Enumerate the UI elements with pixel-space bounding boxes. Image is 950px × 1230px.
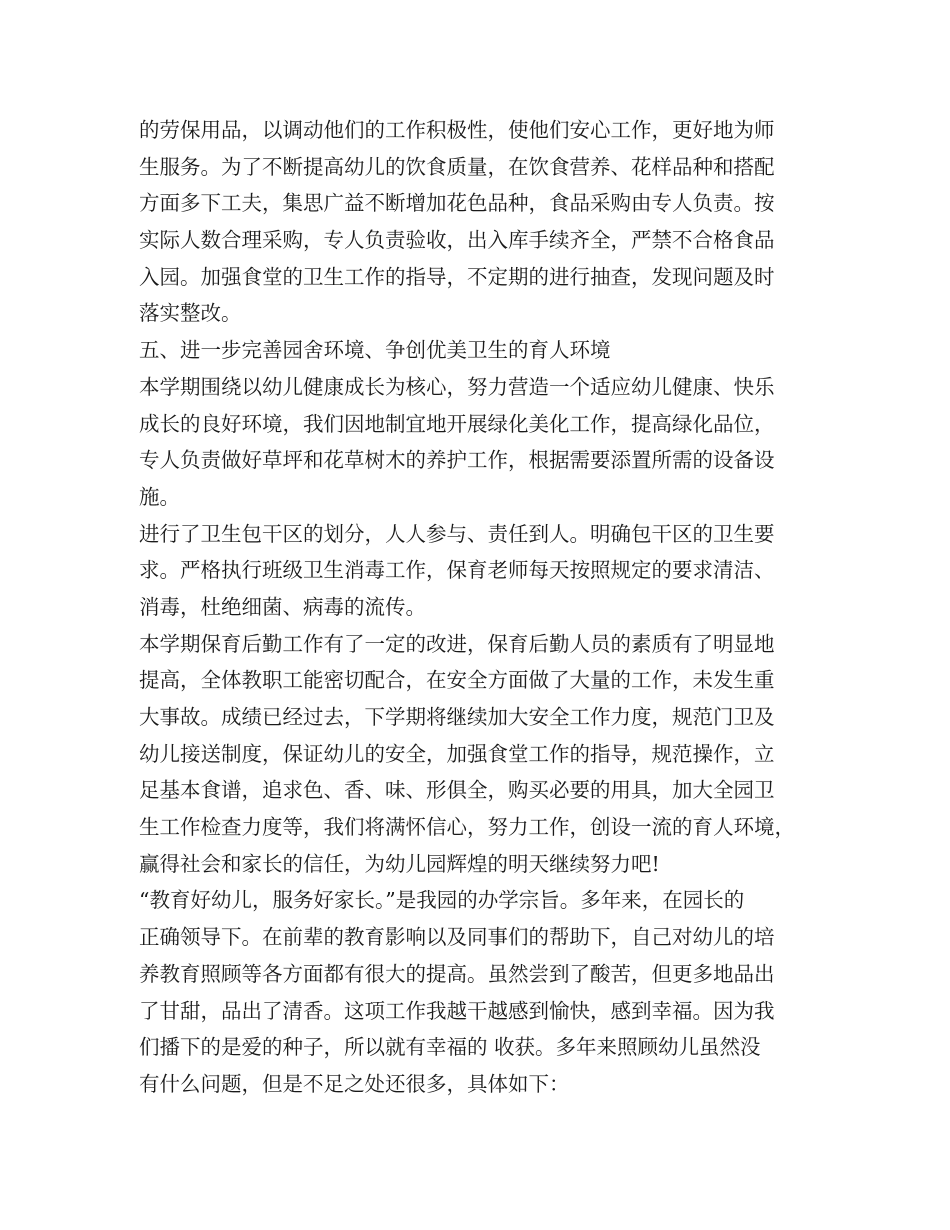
text-line: 成长的良好环境，我们因地制宜地开展绿化美化工作，提高绿化品位， bbox=[139, 411, 775, 436]
text-line: 提高，全体教职工能密切配合，在安全方面做了大量的工作，未发生重 bbox=[139, 668, 775, 693]
text-line: 们播下的是爱的种子，所以就有幸福的 收获。多年来照顾幼儿虽然没 bbox=[139, 1035, 761, 1060]
text-line: 的劳保用品，以调动他们的工作积极性，使他们安心工作，更好地为师 bbox=[139, 118, 775, 142]
text-line: 求。严格执行班级卫生消毒工作，保育老师每天按照规定的要求清洁、 bbox=[139, 558, 775, 583]
text-line: 专人负责做好草坪和花草树木的养护工作，根据需要添置所需的设备设 bbox=[139, 448, 775, 473]
text-line: 正确领导下。在前辈的教育影响以及同事们的帮助下，自己对幼儿的培 bbox=[139, 925, 775, 950]
text-line: 入园。加强食堂的卫生工作的指导，不定期的进行抽查，发现问题及时 bbox=[139, 264, 775, 289]
text-line: 足基本食谱，追求色、香、味、形俱全，购买必要的用具，加大全园卫 bbox=[139, 778, 775, 803]
text-line: “教育好幼儿，服务好家长。”是我园的办学宗旨。多年来，在园长的 bbox=[139, 888, 745, 913]
text-line: 大事故。成绩已经过去，下学期将继续加大安全工作力度，规范门卫及 bbox=[139, 705, 775, 729]
text-line: 落实整改。 bbox=[139, 301, 242, 326]
text-line: 有什么问题，但是不足之处还很多，具体如下： bbox=[139, 1071, 570, 1096]
text-line: 赢得社会和家长的信任，为幼儿园辉煌的明天继续努力吧! bbox=[139, 851, 660, 876]
text-line: 方面多下工夫，集思广益不断增加花色品种，食品采购由专人负责。按 bbox=[139, 191, 775, 216]
text-line: 生服务。为了不断提高幼儿的饮食质量，在饮食营养、花样品种和搭配 bbox=[139, 154, 775, 179]
text-line: 进行了卫生包干区的划分，人人参与、责任到人。明确包干区的卫生要 bbox=[139, 521, 775, 546]
text-line: 生工作检查力度等，我们将满怀信心，努力工作，创设一流的育人环境， bbox=[139, 815, 795, 840]
section-heading: 五、进一步完善园舍环境、争创优美卫生的育人环境 bbox=[139, 338, 611, 363]
text-line: 本学期围绕以幼儿健康成长为核心，努力营造一个适应幼儿健康、快乐 bbox=[139, 374, 775, 399]
text-line: 养教育照顾等各方面都有很大的提高。虽然尝到了酸苦，但更多地品出 bbox=[139, 961, 775, 986]
text-line: 了甘甜，品出了清香。这项工作我越干越感到愉快，感到幸福。因为我 bbox=[139, 998, 775, 1023]
document-body bbox=[139, 112, 829, 1103]
text-line: 消毒，杜绝细菌、病毒的流传。 bbox=[139, 594, 426, 619]
text-line: 幼儿接送制度，保证幼儿的安全，加强食堂工作的指导，规范操作，立 bbox=[139, 741, 775, 766]
text-line: 本学期保育后勤工作有了一定的改进，保育后勤人员的素质有了明显地 bbox=[139, 631, 775, 656]
text-line: 实际人数合理采购，专人负责验收，出入库手续齐全，严禁不合格食品 bbox=[139, 228, 775, 253]
text-line: 施。 bbox=[139, 484, 180, 509]
